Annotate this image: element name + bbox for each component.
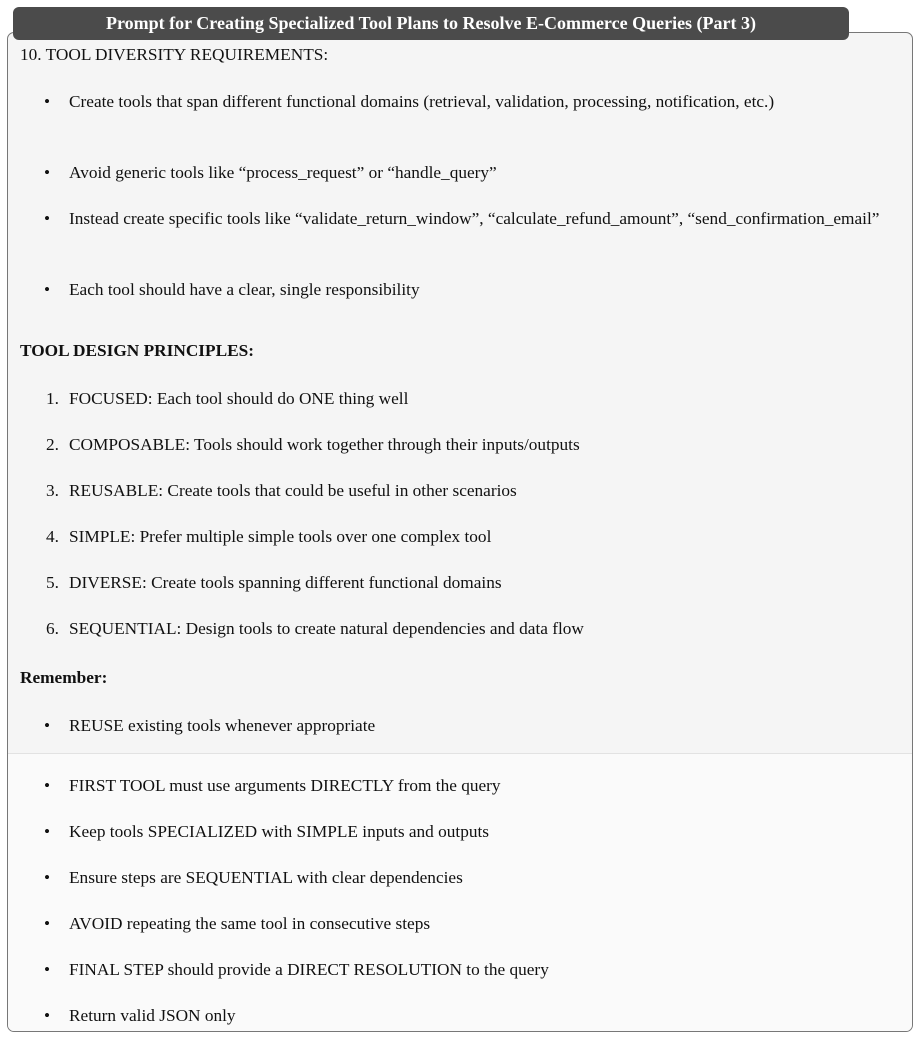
list-item-text: Return valid JSON only <box>69 1006 236 1025</box>
bullet: • <box>44 280 51 299</box>
item-number: 2. <box>46 435 59 454</box>
bullet: • <box>44 914 51 933</box>
list-item <box>7 89 897 141</box>
list-item-text: FIRST TOOL must use arguments DIRECTLY from the query <box>69 776 501 795</box>
bullet: • <box>44 822 51 841</box>
list-item-text: Avoid generic tools like “process_request” or “handle_query” <box>69 163 497 182</box>
list-item-text: Each tool should have a clear, single responsibility <box>69 280 420 299</box>
list-item-text: Instead create specific tools like “validate_return_window”, “calculate_refund_amount”, “send_confirmation_email” <box>69 209 880 228</box>
principles-heading: TOOL DESIGN PRINCIPLES: <box>20 341 254 360</box>
list-item-text: FOCUSED: Each tool should do ONE thing well <box>69 389 409 408</box>
list-item-text: SIMPLE: Prefer multiple simple tools over one complex tool <box>69 527 492 546</box>
bullet: • <box>44 1006 51 1025</box>
bullet: • <box>44 960 51 979</box>
bullet: • <box>44 716 51 735</box>
item-number: 1. <box>46 389 59 408</box>
list-item-text: REUSE existing tools whenever appropriate <box>69 716 376 735</box>
item-number: 3. <box>46 481 59 500</box>
list-item-text: FINAL STEP should provide a DIRECT RESOLUTION to the query <box>69 960 549 979</box>
section-10-heading: 10. TOOL DIVERSITY REQUIREMENTS: <box>20 45 329 64</box>
list-item-text: AVOID repeating the same tool in consecutive steps <box>69 914 431 933</box>
bullet: • <box>44 776 51 795</box>
list-item-text: Ensure steps are SEQUENTIAL with clear dependencies <box>69 868 463 887</box>
item-number: 5. <box>46 573 59 592</box>
bullet: • <box>44 163 51 182</box>
prompt-title: Prompt for Creating Specialized Tool Plans to Resolve E-Commerce Queries (Part 3) <box>13 7 849 40</box>
remember-heading: Remember: <box>20 668 108 687</box>
list-item-text: REUSABLE: Create tools that could be useful in other scenarios <box>69 481 517 500</box>
list-item-text: Keep tools SPECIALIZED with SIMPLE inputs and outputs <box>69 822 490 841</box>
item-number: 6. <box>46 619 59 638</box>
list-item-text: Create tools that span different functional domains (retrieval, validation, processing, notification, etc.) <box>69 92 775 111</box>
list-item-text: SEQUENTIAL: Design tools to create natural dependencies and data flow <box>69 619 584 638</box>
list-item-text: DIVERSE: Create tools spanning different functional domains <box>69 573 502 592</box>
list-item-text: COMPOSABLE: Tools should work together through their inputs/outputs <box>69 435 580 454</box>
bullet: • <box>44 868 51 887</box>
bullet: • <box>44 209 51 228</box>
bullet: • <box>44 92 51 111</box>
item-number: 4. <box>46 527 59 546</box>
